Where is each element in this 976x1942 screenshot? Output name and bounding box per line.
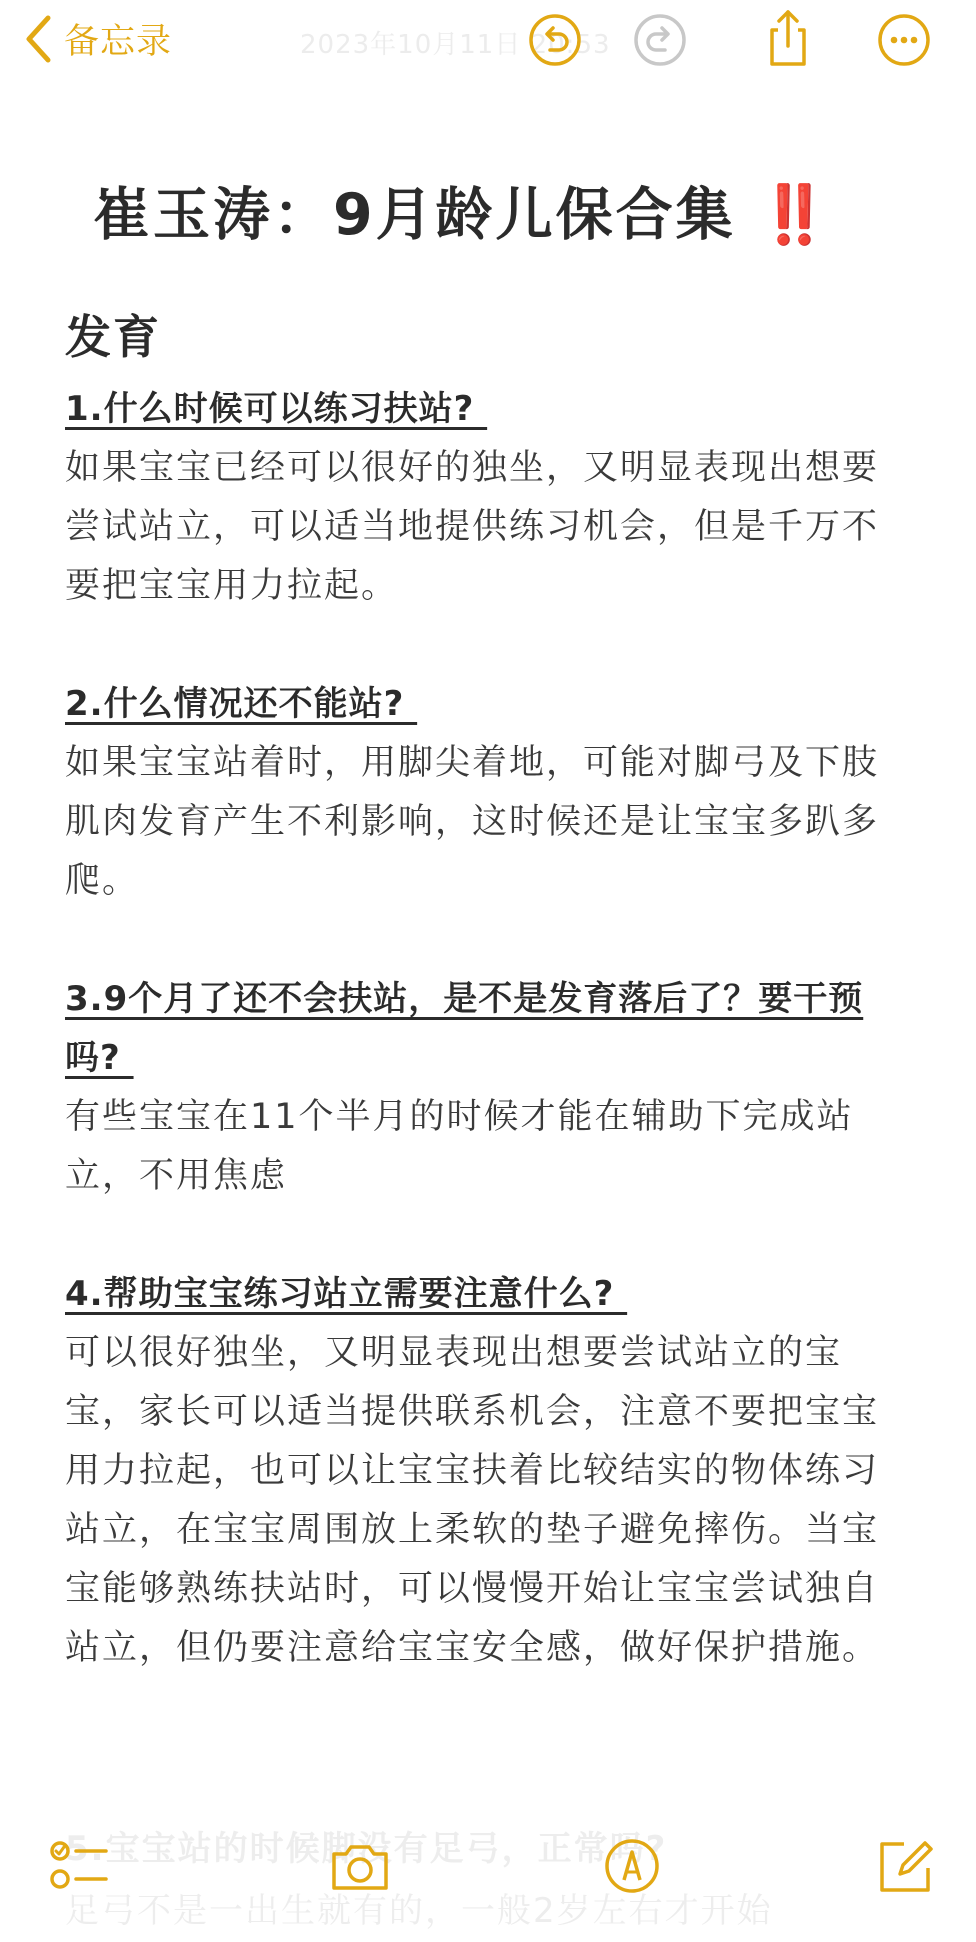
note-content[interactable] <box>65 170 915 1678</box>
top-toolbar <box>0 0 976 82</box>
question-heading: 3.9个月了还不会扶站，是不是发育落后了？要干预吗? <box>65 979 864 1078</box>
camera-icon <box>328 1834 392 1898</box>
note-date: 2023年10月11日 20:53 <box>300 30 611 60</box>
share-icon <box>760 8 816 68</box>
markup-pen-icon <box>600 1834 664 1898</box>
undo-button[interactable] <box>527 12 583 68</box>
chevron-left-icon <box>24 14 52 64</box>
question-heading: 4.帮助宝宝练习站立需要注意什么? <box>65 1274 628 1314</box>
answer-text: 如果宝宝已经可以很好的独坐，又明显表现出想要尝试站立，可以适当地提供练习机会，但是千万不要把宝宝用力拉起。 <box>65 448 880 606</box>
markup-button[interactable] <box>600 1834 664 1898</box>
answer-text: 可以很好独坐，又明显表现出想要尝试站立的宝宝，家长可以适当提供联系机会，注意不要把宝宝用力拉起，也可以让宝宝扶着比较结实的物体练习站立，在宝宝周围放上柔软的垫子避免摔伤。当宝宝能够熟练扶站时，可以慢慢开始让宝宝尝试独自站立，但仍要注意给宝宝安全感，做好保护措施。 <box>65 1333 880 1668</box>
checklist-icon <box>50 1834 114 1898</box>
note-title <box>93 170 915 260</box>
share-button[interactable] <box>760 8 816 64</box>
compose-button[interactable] <box>874 1834 938 1898</box>
answer-text: 有些宝宝在11个半月的时候才能在辅助下完成站立，不用焦虑 <box>65 1097 854 1196</box>
camera-button[interactable] <box>328 1834 392 1898</box>
undo-icon <box>527 12 583 68</box>
double-exclamation-emoji: ‼️ <box>758 182 833 248</box>
bottom-toolbar <box>0 1820 976 1920</box>
answer-text: 如果宝宝站着时，用脚尖着地，可能对脚弓及下肢肌肉发育产生不利影响，这时候还是让宝宝多趴多爬。 <box>65 743 880 901</box>
compose-icon <box>874 1834 938 1898</box>
qa-item <box>65 380 915 616</box>
redo-icon <box>632 12 688 68</box>
question-heading: 2.什么情况还不能站? <box>65 684 418 724</box>
qa-item <box>65 970 915 1206</box>
more-button[interactable] <box>876 12 932 68</box>
faded-question: 5.宝宝站的时候脚没有足弓，正常吗? <box>65 1829 668 1869</box>
redo-button[interactable] <box>632 12 688 68</box>
section-heading: 发育 <box>65 310 161 364</box>
back-label: 备忘录 <box>64 22 173 62</box>
note-title-text: 崔玉涛：9月龄儿保合集 <box>93 182 736 248</box>
more-icon <box>876 12 932 68</box>
qa-item <box>65 1265 915 1678</box>
checklist-button[interactable] <box>50 1834 114 1898</box>
back-button[interactable] <box>24 12 172 66</box>
faded-answer: 足弓不是一出生就有的，一般2岁左右才开始 <box>65 1891 773 1931</box>
question-heading: 1.什么时候可以练习扶站? <box>65 389 488 429</box>
qa-item <box>65 675 915 911</box>
